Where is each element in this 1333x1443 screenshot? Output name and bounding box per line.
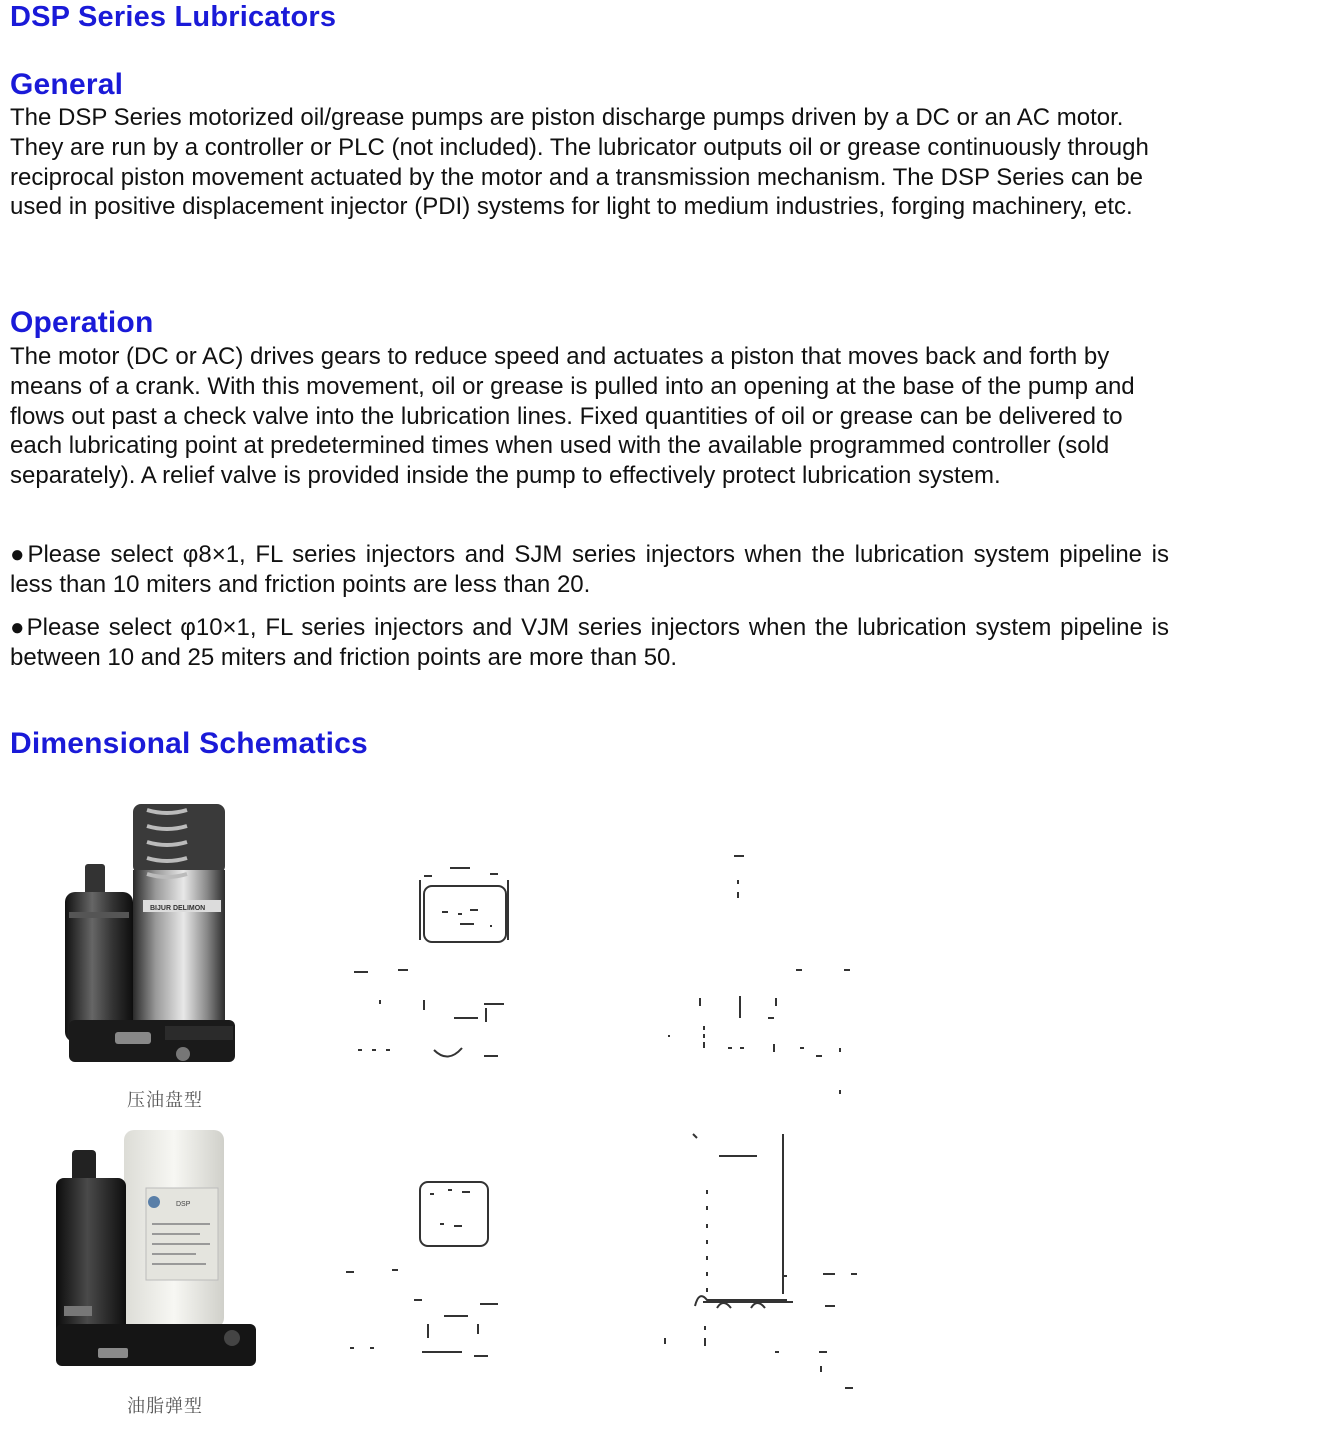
general-heading: General bbox=[10, 68, 124, 101]
schematic-side-view-2 bbox=[655, 1128, 865, 1398]
bullet-item-large-system: ●Please select φ10×1, FL series injectors and VJM series injectors when the lubrication system pipeline is between 10 and 25 miters and friction points are more than 50. bbox=[10, 614, 1169, 671]
cartridge-label: DSP bbox=[176, 1201, 191, 1208]
product-caption-grease-cartridge: 油脂弹型 bbox=[127, 1396, 203, 1417]
reservoir-brand-label: BIJUR DELIMON bbox=[150, 905, 206, 912]
page-title: DSP Series Lubricators bbox=[10, 1, 337, 33]
schematic-top-view-1 bbox=[350, 860, 520, 1070]
operation-paragraph: The motor (DC or AC) drives gears to reduce speed and actuates a piston that moves back and forth by means of a crank. With this movement, oil or grease is pulled into an opening at the base of the pump and flows out past a check valve into the lubrication lines. Fixed quantities of oil or grease can be delivered to each lubricating point at predetermined times when used with the available programmed controller (sold separately). A relief valve is provided inside the pump to effectively protect lubrication system. bbox=[10, 343, 1135, 490]
general-paragraph: The DSP Series motorized oil/grease pumps are piston discharge pumps driven by a DC or an AC motor. They are run by a controller or PLC (not included). The lubricator outputs oil or grease continuously through reciprocal piston movement actuated by the motor and a transmission mechanism. The DSP Series can be used in positive displacement injector (PDI) systems for light to medium industries, forging machinery, etc. bbox=[10, 104, 1149, 221]
schematics-heading: Dimensional Schematics bbox=[10, 727, 368, 760]
bullet-item-small-system: ●Please select φ8×1, FL series injectors and SJM series injectors when the lubrication system pipeline is less than 10 miters and friction points are less than 20. bbox=[10, 541, 1169, 598]
product-caption-oil-plate: 压油盘型 bbox=[127, 1090, 203, 1111]
schematic-top-view-2 bbox=[340, 1170, 510, 1370]
operation-heading: Operation bbox=[10, 306, 154, 339]
schematic-side-view-1 bbox=[660, 850, 860, 1100]
product-photo-grease-cartridge bbox=[50, 1128, 260, 1378]
product-photo-oil-plate bbox=[55, 800, 245, 1072]
